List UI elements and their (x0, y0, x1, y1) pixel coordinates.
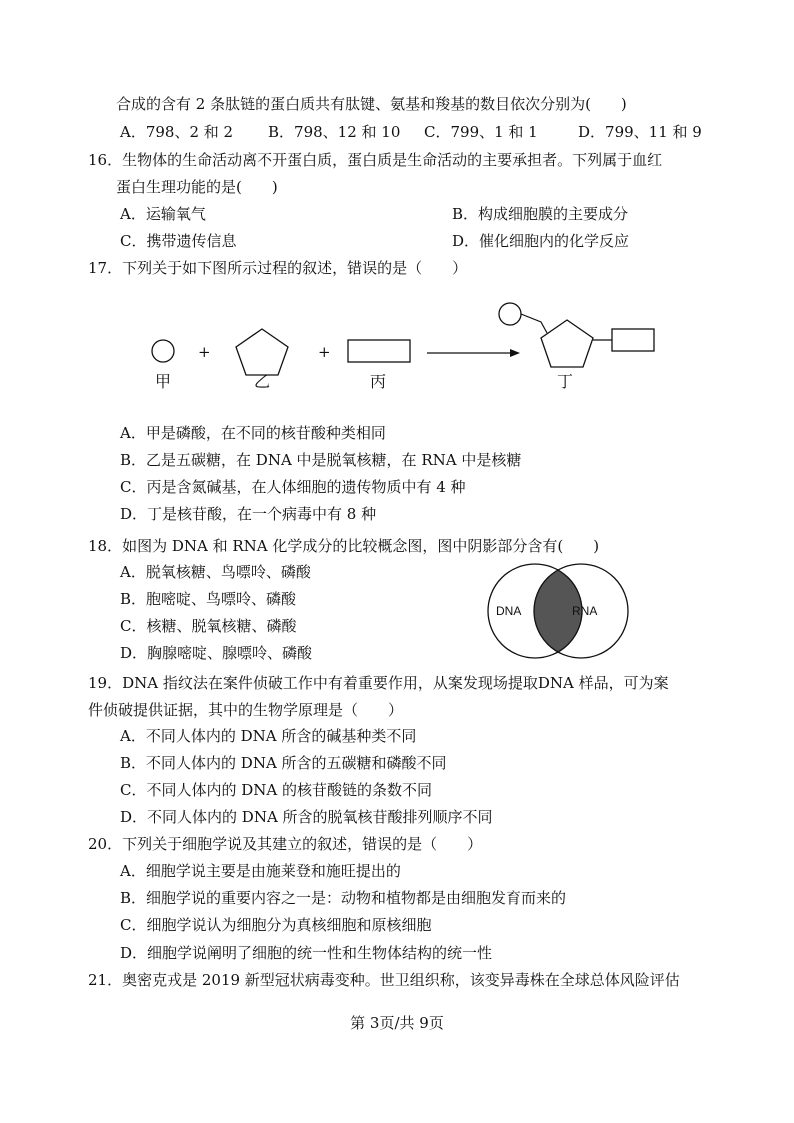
q18-stem: 18．如图为 DNA 和 RNA 化学成分的比较概念图，图中阴影部分含有( ) (88, 537, 600, 555)
q16-option-c: C．携带遗传信息 (120, 232, 237, 250)
q19-stem-line2: 件侦破提供证据，其中的生物学原理是（ ） (88, 701, 404, 719)
venn-label-dna: DNA (496, 604, 522, 618)
q15-option-d: D．799、11 和 9 (578, 123, 702, 141)
q20-option-b: B．细胞学说的重要内容之一是：动物和植物都是由细胞发育而来的 (120, 889, 567, 907)
plus-sign-2: + (318, 343, 331, 361)
nucleotide-phosphate-bond (521, 314, 547, 333)
q19-option-a: A．不同人体内的 DNA 所含的碱基种类不同 (120, 727, 417, 745)
q21-stem-line1: 21．奥密克戎是 2019 新型冠状病毒变种。世卫组织称，该变异毒株在全球总体风险评估 (88, 971, 680, 989)
venn-label-rna: RNA (572, 604, 598, 618)
q19-stem-line1: 19．DNA 指纹法在案件侦破工作中有着重要作用，从案发现场提取DNA 样品，可为案 (88, 674, 669, 692)
q16-option-a: A．运输氧气 (120, 205, 206, 223)
q15-option-b: B．798、12 和 10 (268, 123, 401, 141)
label-ding: 丁 (557, 372, 574, 391)
nucleotide-phosphate-circle (499, 303, 521, 325)
q16-stem-line2: 蛋白生理功能的是( ) (116, 178, 278, 196)
q15-stem-continued: 合成的含有 2 条肽链的蛋白质共有肽键、氨基和羧基的数目依次分别为( ) (116, 95, 627, 113)
q15-option-a: A．798、2 和 2 (120, 123, 234, 141)
q16-option-b: B．构成细胞膜的主要成分 (452, 205, 629, 223)
q17-option-d: D．丁是核苷酸，在一个病毒中有 8 种 (120, 505, 377, 523)
nucleotide-pentagon (541, 320, 593, 367)
label-yi: 乙 (254, 372, 271, 391)
q19-option-c: C．不同人体内的 DNA 的核苷酸链的条数不同 (120, 781, 432, 799)
q18-option-d: D．胸腺嘧啶、腺嘌呤、磷酸 (120, 644, 313, 662)
q19-option-d: D．不同人体内的 DNA 所含的脱氧核苷酸排列顺序不同 (120, 808, 493, 826)
q17-option-b: B．乙是五碳糖，在 DNA 中是脱氧核糖，在 RNA 中是核糖 (120, 451, 522, 469)
q20-option-a: A．细胞学说主要是由施莱登和施旺提出的 (120, 862, 401, 880)
q16-option-d: D．催化细胞内的化学反应 (452, 232, 630, 250)
label-jia: 甲 (155, 372, 172, 391)
q20-option-d: D．细胞学说阐明了细胞的统一性和生物体结构的统一性 (120, 944, 493, 962)
nucleotide-base-rectangle (612, 329, 654, 351)
q17-option-c: C．丙是含氮碱基，在人体细胞的遗传物质中有 4 种 (120, 478, 466, 496)
q20-stem: 20．下列关于细胞学说及其建立的叙述，错误的是（ ） (88, 835, 483, 853)
q20-option-c: C．细胞学说认为细胞分为真核细胞和原核细胞 (120, 916, 432, 934)
q16-stem-line1: 16．生物体的生命活动离不开蛋白质，蛋白质是生命活动的主要承担者。下列属于血红 (88, 151, 663, 169)
base-rectangle (348, 340, 410, 362)
q15-option-c: C．799、1 和 1 (424, 123, 538, 141)
q19-option-b: B．不同人体内的 DNA 所含的五碳糖和磷酸不同 (120, 754, 447, 772)
reaction-arrow-head (510, 349, 520, 357)
q17-stem: 17．下列关于如下图所示过程的叙述，错误的是（ ） (88, 259, 468, 277)
plus-sign-1: + (198, 343, 211, 361)
phosphate-circle (152, 340, 174, 362)
q18-option-a: A．脱氧核糖、鸟嘌呤、磷酸 (120, 563, 311, 581)
label-bing: 丙 (370, 372, 387, 391)
page-footer: 第 3页/共 9页 (350, 1014, 444, 1032)
q17-option-a: A．甲是磷酸，在不同的核苷酸种类相同 (120, 424, 386, 442)
pentose-pentagon (236, 329, 288, 375)
q18-option-b: B．胞嘧啶、鸟嘌呤、磷酸 (120, 590, 297, 608)
q18-option-c: C．核糖、脱氧核糖、磷酸 (120, 617, 297, 635)
